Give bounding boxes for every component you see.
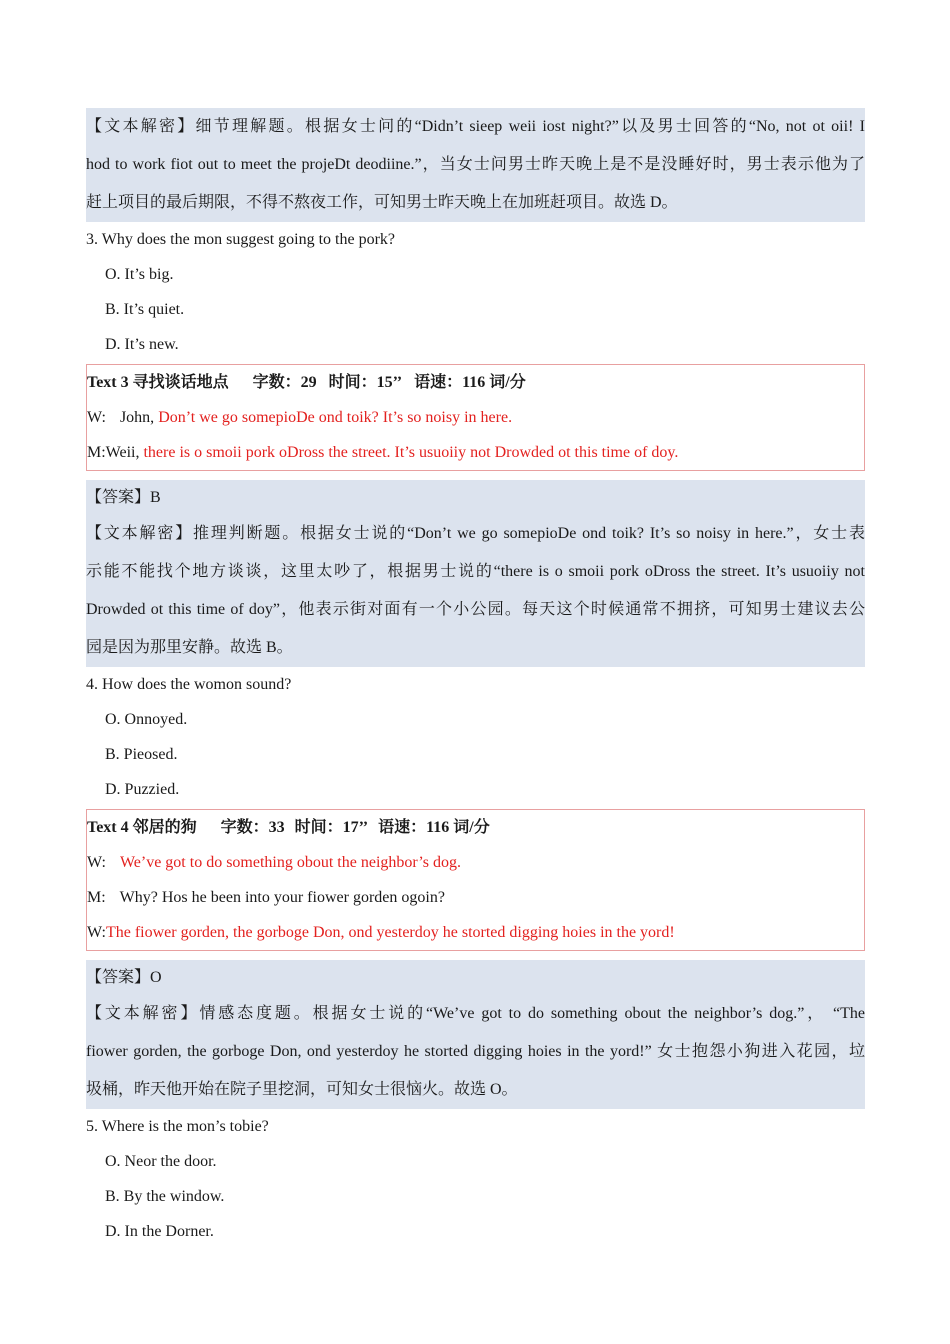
dialogue-text: Don’t we go somepioDe ond toik? It’s so noisy in here. (158, 409, 513, 426)
speaker-label: W: (87, 409, 106, 426)
dialogue-text: We’ve got to do something obout the neighbor’s dog. (119, 854, 461, 871)
explanation-block-3 (86, 960, 865, 1109)
transcript-title: Text 4 邻居的狗 (87, 819, 197, 836)
question-text: 4. How does the womon sound? (86, 676, 292, 693)
transcript-box-text-4 (86, 809, 865, 951)
dialogue-line-woman (87, 915, 864, 950)
explanation-line: 【文本解密】细节理解题。根据女士问的“Didn’t sieep weii iost night?”以及男士回答的“No, not ot oii! I (86, 118, 865, 135)
dialogue-line-woman (87, 400, 864, 435)
explanation-line: Drowded ot this time of doy”，他表示街对面有一个小公园。每天这个时候通常不拥挤，可知男士建议去公 (86, 601, 865, 618)
explanation-line: fiower gorden, the gorboge Don, ond yesterdoy he storted digging hoies in the yord!” 女士抱怨小狗进入花园，垃 (86, 1043, 865, 1060)
explanation-block-1 (86, 108, 865, 222)
speech-rate: 语速：116 词/分 (414, 374, 526, 391)
question-3 (86, 222, 865, 362)
explanation-line: 示能不能找个地方谈谈，这里太吵了，根据男士说的“there is o smoii pork oDross the street. It’s usuoiiy not (86, 563, 865, 580)
option-a: O. Neor the door. (105, 1153, 217, 1170)
question-text: 5. Where is the mon’s tobie? (86, 1118, 269, 1135)
explanation-line: hod to work fiot out to meet the projeDt deodiine.”，当女士问男士昨天晚上是不是没睡好时，男士表示他为了 (86, 156, 865, 173)
dialogue-text: there is o smoii pork oDross the street. It’s usuoiiy not Drowded ot this time of doy. (143, 444, 679, 461)
transcript-header (87, 810, 864, 845)
dialogue-line-woman (87, 845, 864, 880)
duration: 时间：15’’ (328, 374, 403, 391)
option-c: D. It’s new. (105, 336, 179, 353)
addressee: John, (119, 409, 155, 426)
word-count: 字数：33 (220, 819, 285, 836)
explanation-line: 【文本解密】情感态度题。根据女士说的“We’ve got to do something obout the neighbor’s dog.”， “The (86, 1005, 865, 1022)
option-a: O. Onnoyed. (105, 711, 188, 728)
duration: 时间：17’’ (294, 819, 369, 836)
explanation-line: 园是因为那里安静。故选 B。 (86, 639, 293, 656)
explanation-line: 圾桶，昨天他开始在院子里挖洞，可知女士很恼火。故选 O。 (86, 1081, 518, 1098)
transcript-header (87, 365, 864, 400)
dialogue-text: The fiower gorden, the gorboge Don, ond yesterdoy he storted digging hoies in the yord! (105, 924, 675, 941)
speaker-label: W: (87, 924, 106, 941)
dialogue-line-man (87, 435, 864, 470)
document-content (86, 108, 865, 1249)
word-count: 字数：29 (252, 374, 317, 391)
speaker-label: M:Weii, (87, 444, 140, 461)
explanation-line: 【文本解密】推理判断题。根据女士说的“Don’t we go somepioDe ond toik? It’s so noisy in here.”，女士表 (86, 525, 865, 542)
option-c: D. Puzzied. (105, 781, 180, 798)
speaker-label: M: (87, 889, 106, 906)
speech-rate: 语速：116 词/分 (378, 819, 490, 836)
option-a: O. It’s big. (105, 266, 174, 283)
dialogue-text: Why? Hos he been into your fiower gorden ogoin? (119, 889, 445, 906)
explanation-block-2 (86, 480, 865, 667)
answer-line: 【答案】O (86, 969, 162, 986)
speaker-label: W: (87, 854, 106, 871)
transcript-box-text-3 (86, 364, 865, 471)
question-4 (86, 667, 865, 807)
explanation-line: 赶上项目的最后期限，不得不熬夜工作，可知男士昨天晚上在加班赶项目。故选 D。 (86, 194, 678, 211)
option-b: B. By the window. (105, 1188, 225, 1205)
option-b: B. It’s quiet. (105, 301, 185, 318)
option-b: B. Pieosed. (105, 746, 178, 763)
question-5 (86, 1109, 865, 1249)
dialogue-line-man (87, 880, 864, 915)
question-text: 3. Why does the mon suggest going to the pork? (86, 231, 395, 248)
answer-line: 【答案】B (86, 489, 161, 506)
option-c: D. In the Dorner. (105, 1223, 214, 1240)
transcript-title: Text 3 寻找谈话地点 (87, 374, 229, 391)
